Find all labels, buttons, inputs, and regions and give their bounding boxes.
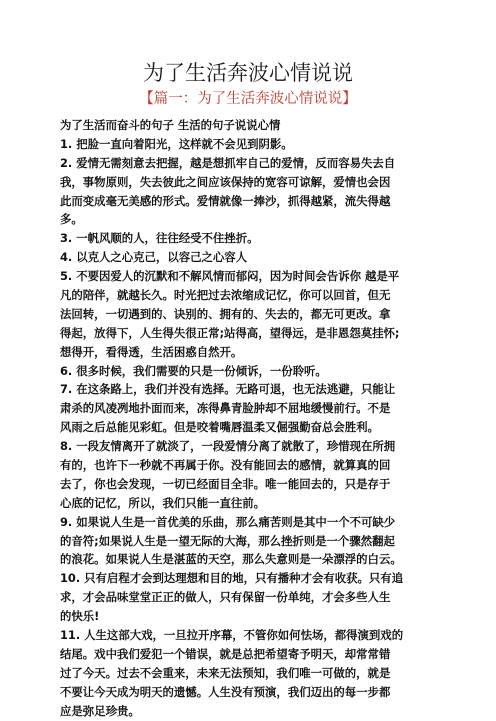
- body-text-line: 5. 不要因爱人的沉默和不解风情而郁闷，因为时间会告诉你 越是平: [60, 269, 400, 284]
- document-title: 为了生活奔波心情说说: [143, 61, 353, 85]
- body-text-line: 心底的记忆，所以，我们只能一直往前。: [60, 495, 266, 510]
- body-text-line: 过了今天。过去不会重来，未来无法预知，我们唯一可做的，就是: [60, 665, 391, 680]
- body-text-line: 法回转，一切遇到的、诀别的、拥有的、失去的，都无可更改。拿: [60, 306, 391, 321]
- body-text-line: 想得开，看得透，生活困惑自然开。: [60, 344, 243, 359]
- body-text-line: 6. 很多时候，我们需要的只是一份倾诉，一份聆听。: [60, 363, 327, 378]
- body-text-line: 结尾。戏中我们爱犯一个错误，就是总把希望寄予明天，却常常错: [60, 646, 391, 661]
- body-text-line: 10. 只有启程才会到达理想和目的地，只有播种才会有收获。只有追: [60, 571, 404, 586]
- body-text-line: 此而变成毫无美感的形式。爱情就像一捧沙，抓得越紧，流失得越: [60, 193, 391, 208]
- body-text-line: 有的，也许下一秒就不再属于你。没有能回去的感情，就算真的回: [60, 458, 391, 473]
- document-subtitle: 【篇一：为了生活奔波心情说说】: [139, 91, 357, 107]
- body-text-line: 7. 在这条路上，我们并没有选择。无路可退，也无法逃避，只能让: [60, 382, 396, 397]
- body-text-line: 得起，放得下，人生得失很正常;站得高，望得远，是非恩怨莫挂怀;: [60, 325, 400, 340]
- body-text-line: 2. 爱情无需刻意去把握，越是想抓牢自己的爱情，反而容易失去自: [60, 155, 396, 170]
- body-text-line: 求，才会品味堂堂正正的做人，只有保留一份单纯，才会多些人生: [60, 590, 391, 605]
- body-text-line: 4. 以克人之心克己，以容己之心容人: [60, 250, 248, 265]
- body-text-line: 应是弥足珍贵。: [60, 703, 140, 718]
- body-text-line: 11. 人生这部大戏，一旦拉开序幕，不管你如何怯场，都得演到戏的: [60, 628, 404, 643]
- body-text-line: 的快乐!: [60, 609, 100, 624]
- body-text-line: 我，事物原则，失去彼此之间应该保持的宽容可谅解，爱情也会因: [60, 174, 391, 189]
- body-text-line: 8. 一段友情离开了就淡了，一段爱情分离了就散了，珍惜现在所拥: [60, 439, 396, 454]
- body-text-line: 的浪花。如果说人生是湛蓝的天空，那么失意则是一朵漂浮的白云。: [60, 552, 402, 567]
- body-text-line: 凡的陪伴，就越长久。时光把过去浓缩成记忆，你可以回首，但无: [60, 288, 391, 303]
- body-text-line: 的音符;如果说人生是一望无际的大海，那么挫折则是一个骤然翻起: [60, 533, 395, 548]
- body-text-line: 9. 如果说人生是一首优美的乐曲，那么痛苦则是其中一个不可缺少: [60, 514, 396, 529]
- document-body: [60, 116, 444, 721]
- body-text-line: 3. 一帆风顺的人，往往经受不住挫折。: [60, 231, 259, 246]
- body-text-line: 1. 把脸一直向着阳光，这样就不会见到阴影。: [60, 136, 293, 151]
- body-text-line: 风雨之后总能见彩虹。但是咬着嘴唇温柔又倔强勤奋总会胜利。: [60, 420, 379, 435]
- body-text-line: 去了，你也会发现，一切已经面目全非。唯一能回去的，只是存于: [60, 476, 391, 491]
- body-text-line: 多。: [60, 212, 83, 227]
- body-text-line: 肃杀的风凌冽地扑面而来，冻得鼻青脸肿却不屈地缓慢前行。不是: [60, 401, 391, 416]
- body-text-line: 不要让今天成为明天的遗憾。人生没有预演，我们迈出的每一步都: [60, 684, 391, 699]
- body-heading-line: 为了生活而奋斗的句子 生活的句子说说心情: [60, 118, 281, 132]
